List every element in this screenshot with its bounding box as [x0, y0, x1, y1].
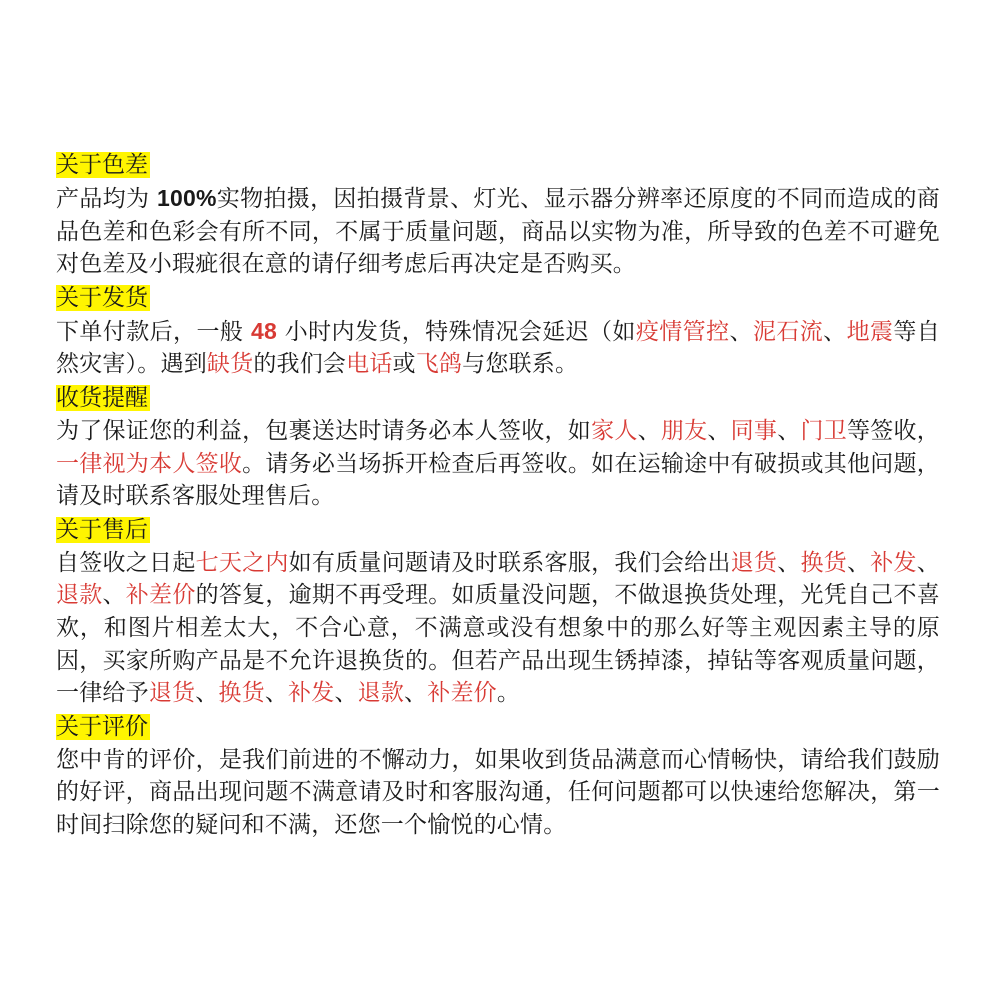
- section-heading: [56, 281, 940, 315]
- policy-document: [56, 148, 940, 842]
- emphasis-text: 补发: [288, 680, 335, 707]
- emphasis-text: 补发: [870, 549, 917, 576]
- emphasis-text: 退货: [148, 680, 196, 707]
- emphasis-text: 退款: [357, 680, 405, 707]
- emphasis-text: 换货: [800, 549, 847, 576]
- body-text: 、: [823, 318, 847, 345]
- emphasis-text: 换货: [218, 680, 265, 707]
- body-text: 下单付款后，一般: [56, 318, 251, 345]
- number-text: 100%: [156, 185, 217, 211]
- body-text: 、: [195, 680, 219, 707]
- body-text: 、: [264, 680, 289, 707]
- body-text: 、: [729, 318, 753, 345]
- emphasis-text: 地震: [846, 318, 894, 345]
- body-text: 、: [334, 680, 358, 707]
- body-text: 的我们会: [253, 351, 347, 378]
- section-body: [56, 315, 940, 381]
- body-text: 、: [102, 582, 126, 609]
- section-body: [56, 415, 940, 513]
- body-text: 的答复，逾期不再受理。如质量没问题，不做退换货处理，光凭自己不喜欢，和图片相差太大，不合心意，不满意或没有想象中的那么好等主观因素主导的原因，买家所购产品是不允许退换货的。但若产品出现生锈掉漆，掉钻等客观质量问题，一律给予: [56, 582, 940, 707]
- emphasis-text: 一律视为本人签收: [56, 450, 243, 477]
- body-text: 您中肯的评价，是我们前进的不懈动力，如果收到货品满意而心情畅快，请给我们鼓励的好评，商品出现问题不满意请及时和客服沟通，任何问题都可以快速给您解决，第一时间扫除您的疑问和不满，还您一个愉悦的心情。: [56, 746, 940, 838]
- body-text: 等签收，: [846, 417, 940, 444]
- body-text: 如有质量问题请及时联系客服，我们会给出: [288, 549, 731, 576]
- section-after-sales: [56, 513, 940, 710]
- section-color-difference: [56, 148, 940, 281]
- body-text: 、: [847, 549, 871, 576]
- emphasis-text: 退款: [56, 582, 103, 609]
- emphasis-text: 缺货: [206, 351, 254, 378]
- emphasis-text: 同事: [730, 417, 778, 444]
- section-heading: [56, 381, 940, 415]
- section-body: [56, 547, 940, 710]
- body-text: 、: [777, 549, 801, 576]
- emphasis-text: 七天之内: [195, 549, 289, 576]
- emphasis-text: 疫情管控: [635, 318, 730, 345]
- emphasis-text: 退货: [730, 549, 778, 576]
- emphasis-number: 48: [251, 317, 277, 344]
- body-text: 、: [916, 549, 940, 576]
- body-text: 自签收之日起: [56, 549, 196, 576]
- body-text: 、: [707, 417, 731, 444]
- emphasis-text: 泥石流: [752, 318, 824, 345]
- emphasis-text: 补差价: [125, 582, 196, 609]
- section-heading: [56, 710, 940, 744]
- section-body: [56, 744, 940, 842]
- section-heading-label: 关于色差: [56, 152, 148, 178]
- body-text: 、: [777, 417, 801, 444]
- body-text: 小时内发货，特殊情况会延迟（如: [276, 318, 636, 345]
- emphasis-text: 电话: [346, 351, 393, 378]
- body-text: 产品均为: [56, 186, 157, 212]
- emphasis-text: 朋友: [660, 417, 708, 444]
- section-heading: [56, 513, 940, 547]
- body-text: 或: [392, 351, 416, 378]
- emphasis-text: 门卫: [800, 417, 847, 444]
- section-heading-label: 关于发货: [56, 284, 148, 311]
- body-text: 为了保证您的利益，包裹送达时请务必本人签收，如: [56, 417, 592, 444]
- section-heading-label: 关于售后: [56, 516, 148, 543]
- emphasis-text: 补差价: [427, 680, 497, 707]
- body-text: 等自然灾害）。遇到: [56, 318, 940, 378]
- body-text: 。请务必当场拆开检查后再签收。如在运输途中有破损或其他问题，请及时联系客服处理售后。: [56, 450, 940, 510]
- section-receipt-reminder: [56, 381, 940, 513]
- body-text: 与您联系。: [462, 351, 579, 378]
- emphasis-text: 家人: [591, 417, 638, 444]
- section-shipping: [56, 281, 940, 381]
- section-heading-label: 关于评价: [56, 713, 148, 740]
- body-text: 、: [404, 680, 428, 707]
- section-review: [56, 710, 940, 842]
- body-text: 实物拍摄，因拍摄背景、灯光、显示器分辨率还原度的不同而造成的商品色差和色彩会有所不同，不属于质量问题，商品以实物为准，所导致的色差不可避免对色差及小瑕疵很在意的请仔细考虑后再决定是否购买。: [56, 186, 940, 278]
- section-heading-label: 收货提醒: [56, 384, 148, 411]
- section-heading: [56, 148, 940, 182]
- body-text: 。: [496, 680, 521, 707]
- emphasis-text: 飞鸽: [415, 351, 463, 378]
- section-body: [56, 182, 940, 281]
- body-text: 、: [637, 417, 661, 444]
